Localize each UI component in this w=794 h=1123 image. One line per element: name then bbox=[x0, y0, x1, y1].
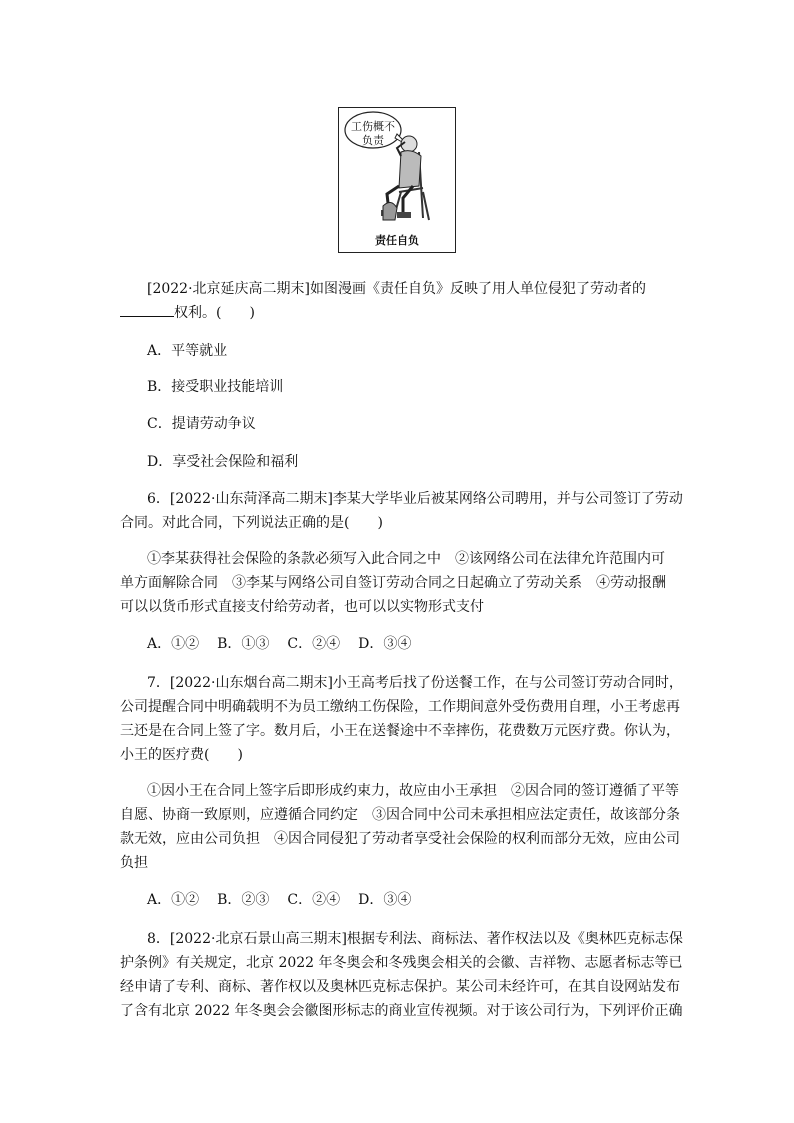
q6-choices bbox=[147, 635, 707, 653]
q5-option-c: C．提请劳动争议 bbox=[147, 416, 256, 432]
q7-statement-line4: 负担 bbox=[120, 855, 148, 871]
answer-blank bbox=[120, 304, 174, 317]
q7-stem-line1: 7．[2022·山东烟台高二期末]小王高考后找了份送餐工作，在与公司签订劳动合同时， bbox=[147, 675, 683, 691]
q7-statement-line3: 款无效，应由公司负担 ④因合同侵犯了劳动者享受社会保险的权利而部分无效，应由公司 bbox=[120, 831, 680, 847]
q6-stem-line2: 合同。对此合同，下列说法正确的是( ) bbox=[120, 515, 383, 531]
q8-stem-line2: 护条例》有关规定，北京 2022 年冬奥会和冬残奥会相关的会徽、吉祥物、志愿者标志等已 bbox=[120, 955, 683, 971]
q6-statement-line3: 可以以货币形式直接支付给劳动者，也可以以实物形式支付 bbox=[120, 599, 484, 615]
q7-choices bbox=[147, 891, 707, 909]
q6-statement-line2: 单方面解除合同 ③李某与网络公司自签订劳动合同之日起确立了劳动关系 ④劳动报酬 bbox=[120, 575, 666, 591]
q6-choice-c: C．②④ bbox=[287, 636, 341, 652]
speech-bubble-text: 工伤概不负责 bbox=[351, 120, 395, 147]
q7-statement-line2: 自愿、协商一致原则，应遵循合同约定 ③因合同中公司未承担相应法定责任，故该部分条 bbox=[120, 807, 680, 823]
q6-choice-d: D．③④ bbox=[358, 636, 412, 652]
q7-statement-line1: ①因小王在合同上签字后即形成约束力，故应由小王承担 ②因合同的签订遵循了平等 bbox=[147, 783, 679, 799]
q5-stem-line1: [2022·北京延庆高二期末]如图漫画《责任自负》反映了用人单位侵犯了劳动者的 bbox=[147, 281, 647, 297]
q8-stem-line3: 经申请了专利、商标、著作权以及奥林匹克标志保护。某公司未经许可，在其自设网站发布 bbox=[120, 979, 680, 995]
cartoon-illustration bbox=[338, 107, 456, 253]
q6-choice-b: B．①③ bbox=[217, 636, 270, 652]
q7-choice-a: A．①② bbox=[147, 892, 200, 908]
q6-choice-a: A．①② bbox=[147, 636, 200, 652]
q7-stem-line3: 三还是在合同上签了字。数月后，小王在送餐途中不幸摔伤，花费数万元医疗费。你认为， bbox=[120, 723, 680, 739]
q6-statement-line1: ①李某获得社会保险的条款必须写入此合同之中 ②该网络公司在法律允许范围内可 bbox=[147, 551, 665, 567]
q5-stem-line2-text: 权利。( ) bbox=[174, 305, 255, 321]
q5-option-a: A．平等就业 bbox=[147, 343, 228, 359]
q7-stem-line2: 公司提醒合同中明确载明不为员工缴纳工伤保险，工作期间意外受伤费用自理，小王考虑再 bbox=[120, 699, 680, 715]
cartoon-caption: 责任自负 bbox=[375, 234, 419, 247]
q7-choice-c: C．②④ bbox=[287, 892, 341, 908]
q7-stem-line4: 小王的医疗费( ) bbox=[120, 747, 243, 763]
q7-choice-d: D．③④ bbox=[358, 892, 412, 908]
q5-option-b: B．接受职业技能培训 bbox=[147, 379, 284, 395]
q5-option-d: D．享受社会保险和福利 bbox=[147, 454, 299, 470]
q6-stem-line1: 6．[2022·山东菏泽高二期末]李某大学毕业后被某网络公司聘用，并与公司签订了劳动 bbox=[147, 491, 683, 507]
q5-stem-line2 bbox=[120, 304, 680, 322]
q8-stem-line4: 了含有北京 2022 年冬奥会会徽图形标志的商业宣传视频。对于该公司行为，下列评价正确 bbox=[120, 1003, 683, 1019]
q7-choice-b: B．②③ bbox=[217, 892, 270, 908]
q8-stem-line1: 8．[2022·北京石景山高三期末]根据专利法、商标法、著作权法以及《奥林匹克标志保 bbox=[147, 931, 683, 947]
